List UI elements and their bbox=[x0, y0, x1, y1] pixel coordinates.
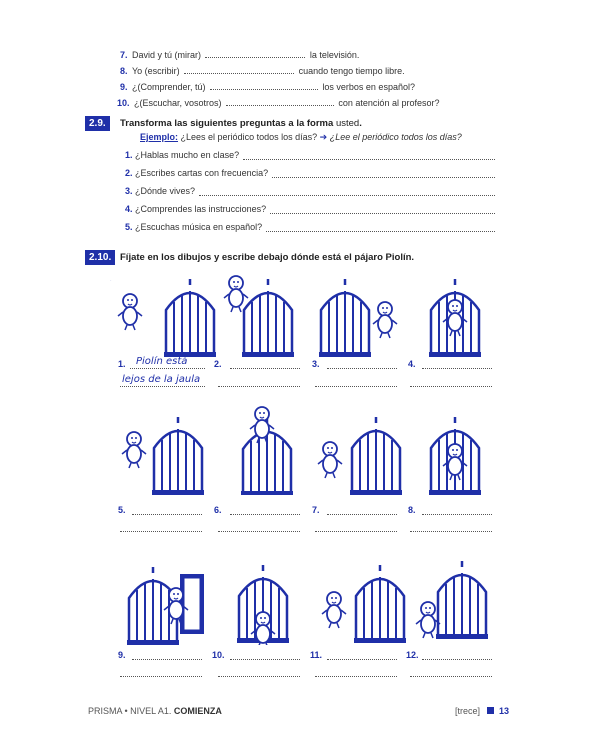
sample-answer: Piolín está bbox=[136, 356, 188, 367]
answer-blank[interactable] bbox=[410, 385, 492, 387]
picture-2 bbox=[220, 272, 300, 358]
list-item: 10. ¿(Escuchar, vosotros) con atención al profesor? bbox=[117, 98, 440, 108]
answer-blank[interactable] bbox=[230, 367, 300, 369]
page-number: 13 bbox=[499, 706, 510, 716]
exercise-badge: 2.10. bbox=[85, 250, 115, 265]
question-row: 1. ¿Hablas mucho en clase? bbox=[125, 150, 495, 160]
answer-blank[interactable] bbox=[132, 513, 202, 515]
answer-blank[interactable] bbox=[120, 385, 205, 387]
picture-9 bbox=[118, 560, 218, 645]
answer-blank[interactable] bbox=[120, 675, 202, 677]
answer-blank[interactable] bbox=[327, 658, 397, 660]
answer-number: 2. bbox=[214, 359, 222, 369]
answer-number: 6. bbox=[214, 505, 222, 515]
answer-blank[interactable] bbox=[218, 530, 300, 532]
answer-blank[interactable] bbox=[199, 187, 495, 196]
answer-number: 1. bbox=[118, 359, 126, 369]
question-row: 4. ¿Comprendes las instrucciones? bbox=[125, 204, 495, 214]
picture-8 bbox=[420, 410, 490, 495]
picture-10 bbox=[228, 560, 298, 645]
cage-icon bbox=[160, 278, 220, 358]
question-row: 3. ¿Dónde vives? bbox=[125, 186, 495, 196]
answer-blank[interactable] bbox=[120, 530, 202, 532]
answer-blank[interactable] bbox=[270, 205, 495, 214]
answer-blank[interactable] bbox=[410, 675, 492, 677]
answer-blank[interactable] bbox=[315, 385, 397, 387]
answer-blank[interactable] bbox=[315, 530, 397, 532]
footer-title: PRISMA • NIVEL A1. COMIENZA bbox=[88, 706, 222, 716]
answer-blank[interactable] bbox=[210, 81, 318, 90]
answer-blank[interactable] bbox=[184, 65, 294, 74]
picture-12 bbox=[410, 558, 490, 643]
answer-number: 9. bbox=[118, 650, 126, 660]
answer-number: 5. bbox=[118, 505, 126, 515]
answer-blank[interactable] bbox=[327, 513, 397, 515]
answer-blank[interactable] bbox=[218, 385, 300, 387]
list-item: 8. Yo (escribir) cuando tengo tiempo libre. bbox=[120, 66, 405, 76]
sample-answer: lejos de la jaula bbox=[122, 374, 201, 385]
answer-blank[interactable] bbox=[422, 513, 492, 515]
example: Ejemplo: ¿Lees el periódico todos los días? ➔ ¿Lee el periódico todos los días? bbox=[140, 132, 462, 142]
answer-blank[interactable] bbox=[130, 367, 205, 369]
picture-11 bbox=[312, 560, 412, 645]
answer-number: 8. bbox=[408, 505, 416, 515]
picture-7 bbox=[312, 410, 412, 495]
question-row: 2. ¿Escribes cartas con frecuencia? bbox=[125, 168, 495, 178]
answer-blank[interactable] bbox=[230, 513, 300, 515]
square-icon bbox=[487, 707, 494, 714]
arrow-right-icon: ➔ bbox=[319, 132, 328, 142]
answer-blank[interactable] bbox=[226, 97, 334, 106]
answer-number: 7. bbox=[312, 505, 320, 515]
answer-blank[interactable] bbox=[230, 658, 300, 660]
answer-blank[interactable] bbox=[205, 49, 305, 58]
answer-number: 10. bbox=[212, 650, 225, 660]
answer-number: 3. bbox=[312, 359, 320, 369]
list-item: 7. David y tú (mirar) la televisión. bbox=[120, 50, 360, 60]
answer-blank[interactable] bbox=[266, 223, 495, 232]
answer-number: 4. bbox=[408, 359, 416, 369]
exercise-badge: 2.9. bbox=[85, 116, 110, 131]
exercise-heading: Transforma las siguientes preguntas a la forma usted. bbox=[120, 118, 362, 129]
answer-blank[interactable] bbox=[132, 658, 202, 660]
list-item: 9. ¿(Comprender, tú) los verbos en español? bbox=[120, 82, 415, 92]
picture-3 bbox=[315, 278, 405, 358]
answer-blank[interactable] bbox=[422, 658, 492, 660]
picture-4 bbox=[420, 276, 490, 358]
answer-blank[interactable] bbox=[315, 675, 397, 677]
footer-page: [trece] 13 bbox=[455, 706, 510, 716]
picture-5 bbox=[118, 410, 208, 495]
answer-blank[interactable] bbox=[218, 675, 300, 677]
answer-blank[interactable] bbox=[410, 530, 492, 532]
answer-blank[interactable] bbox=[243, 151, 495, 160]
exercise-heading: Fíjate en los dibujos y escribe debajo dónde está el pájaro Piolín. bbox=[120, 252, 415, 263]
answer-blank[interactable] bbox=[272, 169, 495, 178]
question-row: 5. ¿Escuchas música en español? bbox=[125, 222, 495, 232]
picture-6 bbox=[232, 405, 302, 495]
answer-blank[interactable] bbox=[422, 367, 492, 369]
answer-number: 12. bbox=[406, 650, 419, 660]
answer-blank[interactable] bbox=[327, 367, 397, 369]
answer-number: 11. bbox=[310, 650, 323, 660]
